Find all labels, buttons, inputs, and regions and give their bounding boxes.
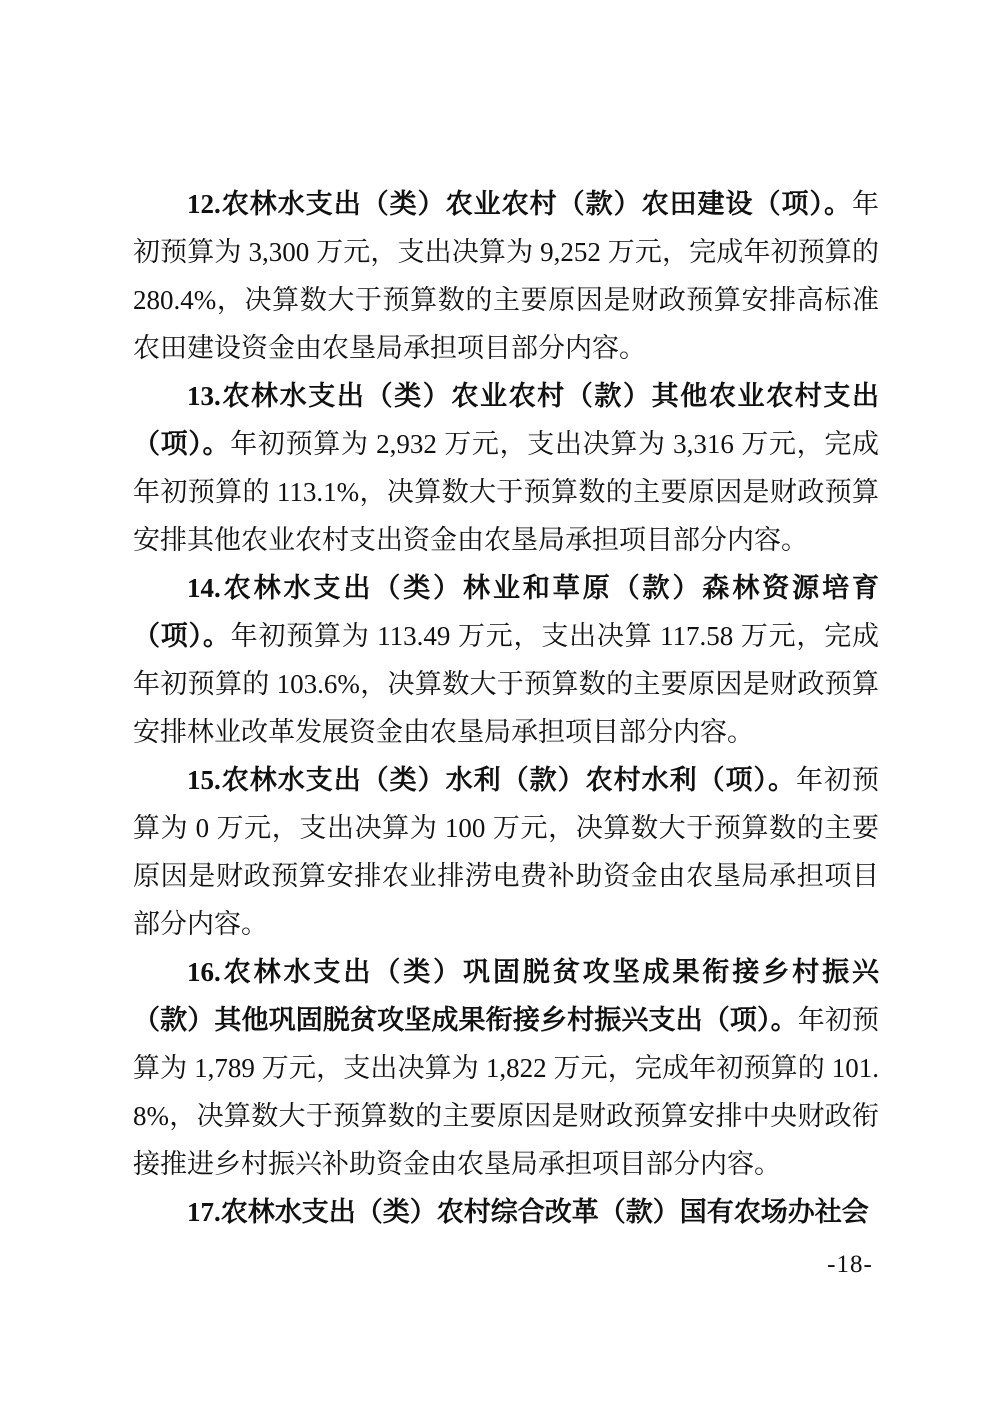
- paragraph-14: [133, 564, 879, 756]
- paragraph-13-body: 年初预算为 2,932 万元，支出决算为 3,316 万元，完成年初预算的 113.1%，决算数大于预算数的主要原因是财政预算安排其他农业农村支出资金由农垦局承担项目部分内容。: [133, 429, 880, 555]
- document-content: [133, 180, 879, 1236]
- paragraph-17: [133, 1188, 879, 1236]
- paragraph-15-body: 年初预算为 0 万元，支出决算为 100 万元，决算数大于预算数的主要原因是财政预算安排农业排涝电费补助资金由农垦局承担项目部分内容。: [133, 765, 880, 939]
- paragraph-14-body: 年初预算为 113.49 万元，支出决算 117.58 万元，完成年初预算的 103.6%，决算数大于预算数的主要原因是财政预算安排林业改革发展资金由农垦局承担项目部分内容。: [133, 621, 880, 747]
- paragraph-16: [133, 948, 879, 1188]
- paragraph-12-body: 年初预算为 3,300 万元，支出决算为 9,252 万元，完成年初预算的 280.4%，决算数大于预算数的主要原因是财政预算安排高标准农田建设资金由农垦局承担项目部分内容。: [133, 189, 879, 363]
- paragraph-13: [133, 372, 879, 564]
- paragraph-13-heading: 13.农林水支出（类）农业农村（款）其他农业农村支出（项）。: [133, 381, 879, 459]
- paragraph-15-heading: 15.农林水支出（类）水利（款）农村水利（项）。: [187, 765, 797, 795]
- paragraph-16-body: 年初预算为 1,789 万元，支出决算为 1,822 万元，完成年初预算的 101.8%，决算数大于预算数的主要原因是财政预算安排中央财政衔接推进乡村振兴补助资金由农垦局承担项目部分内容。: [133, 1005, 880, 1179]
- paragraph-15: [133, 756, 879, 948]
- paragraph-12-heading: 12.农林水支出（类）农业农村（款）农田建设（项）。: [187, 189, 852, 219]
- paragraph-12: [133, 180, 879, 372]
- page-number: -18-: [827, 1251, 873, 1278]
- paragraph-17-heading: 17.农林水支出（类）农村综合改革（款）国有农场办社会: [187, 1197, 869, 1227]
- paragraph-14-heading: 14.农林水支出（类）林业和草原（款）森林资源培育（项）。: [133, 573, 879, 651]
- paragraph-16-heading: 16.农林水支出（类）巩固脱贫攻坚成果衔接乡村振兴（款）其他巩固脱贫攻坚成果衔接乡村振兴支出（项）。: [133, 957, 879, 1035]
